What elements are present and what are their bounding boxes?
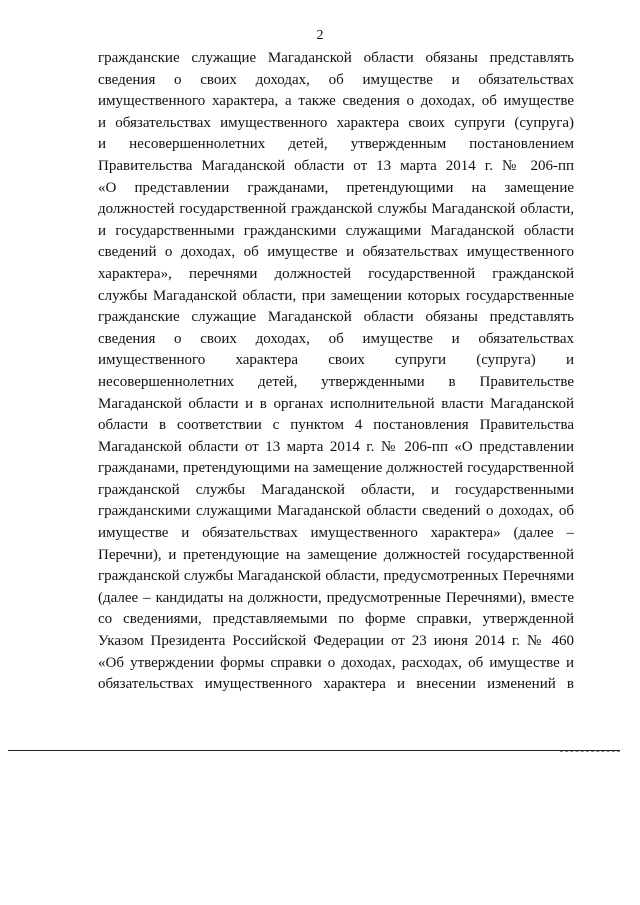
text-line: несовершеннолетних детей, утвержденными в Правительстве [98,373,574,390]
page-number: 2 [316,28,324,43]
text-line: гражданской службы Магаданской области, предусмотренных Перечнями [98,568,574,585]
text-line: и государственными гражданскими служащими Магаданской области [98,222,574,239]
text-line: со сведениями, представляемыми по форме справки, утвержденной [98,611,574,628]
text-line: Правительства Магаданской области от 13 марта 2014 г. № 206-пп [98,157,574,174]
text-line: обязательствах имущественного характера и внесении изменений в [98,676,574,693]
text-line: и несовершеннолетних детей, утвержденным постановлением [98,136,574,153]
body-text [98,48,574,696]
text-line: гражданами, претендующими на замещение должностей государственной [98,460,574,477]
text-line: сведения о своих доходах, об имуществе и обязательствах [98,71,574,88]
text-line: сведения о своих доходах, об имуществе и обязательствах [98,330,574,347]
text-line: гражданские служащие Магаданской области обязаны представлять [98,50,574,66]
footer-divider [8,750,620,751]
footer-divider-tail [560,751,620,752]
text-line: Перечни), и претендующие на замещение должностей государственной [98,546,574,563]
text-line: имущественного характера своих супруги (супруга) и [98,352,574,369]
text-line: гражданскими служащими Магаданской области сведений о доходах, об [98,503,574,520]
text-line: гражданской службы Магаданской области, и государственными [98,481,574,498]
text-line: имуществе и обязательствах имущественного характера» (далее – [98,525,574,542]
text-line: «Об утверждении формы справки о доходах, расходах, об имуществе и [98,654,574,671]
text-line: Указом Президента Российской Федерации от 23 июня 2014 г. № 460 [98,633,574,650]
text-line: службы Магаданской области, при замещении которых государственные [98,287,574,304]
text-line: должностей государственной гражданской службы Магаданской области, [98,201,574,218]
text-line: области в соответствии с пунктом 4 постановления Правительства [98,417,574,434]
text-line: сведений о доходах, об имуществе и обязательствах имущественного [98,244,574,261]
text-line: имущественного характера, а также сведения о доходах, об имуществе [98,93,574,110]
text-line: Магаданской области и в органах исполнительной власти Магаданской [98,395,574,412]
text-line: Магаданской области от 13 марта 2014 г. № 206-пп «О представлении [98,438,574,455]
text-line: и обязательствах имущественного характера своих супруги (супруга) [98,114,574,131]
text-line: характера», перечнями должностей государственной гражданской [98,265,574,282]
text-line: (далее – кандидаты на должности, предусмотренные Перечнями), вместе [98,589,574,606]
text-line: «О представлении гражданами, претендующими на замещение [98,179,574,196]
text-line: гражданские служащие Магаданской области обязаны представлять [98,309,574,326]
